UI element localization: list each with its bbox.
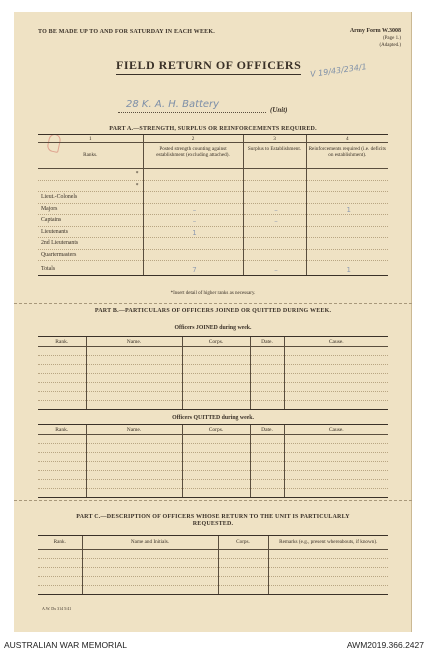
blank-cell <box>218 586 268 595</box>
blank-cell <box>218 550 268 559</box>
blank-cell <box>250 392 284 401</box>
blank-cell <box>38 435 86 444</box>
blank-cell <box>82 559 218 568</box>
blank-cell <box>250 453 284 462</box>
surplus-cell: – <box>243 203 306 215</box>
blank-cell <box>250 374 284 383</box>
blank-cell <box>250 383 284 392</box>
total-reinforcements: 1 <box>306 261 388 276</box>
blank-cell <box>82 550 218 559</box>
column-header: Date. <box>250 337 284 347</box>
joined-table <box>38 336 388 410</box>
handwritten-reference: V 19/43/234/1 <box>309 62 368 79</box>
form-status: (Adapted.) <box>379 43 401 48</box>
blank-cell <box>284 401 388 410</box>
footer-accession-number: AWM2019.366.2427 <box>346 640 424 650</box>
total-posted: 7 <box>143 261 243 276</box>
blank-cell <box>250 435 284 444</box>
blank-cell <box>182 480 250 489</box>
blank-cell <box>284 471 388 480</box>
blank-cell <box>250 462 284 471</box>
reinforcement-cell <box>306 180 388 192</box>
blank-cell <box>284 356 388 365</box>
blank-cell <box>218 559 268 568</box>
blank-cell <box>38 347 86 356</box>
form-page: (Page 1.) <box>382 36 401 41</box>
column-header: Rank. <box>38 536 82 550</box>
blank-cell <box>268 559 388 568</box>
blank-cell <box>38 586 82 595</box>
blank-cell <box>218 568 268 577</box>
blank-cell <box>250 347 284 356</box>
joined-title: Officers JOINED during week. <box>174 325 252 331</box>
posted-cell <box>143 169 243 181</box>
reinforcement-cell <box>306 169 388 181</box>
blank-cell <box>86 489 182 498</box>
posted-cell: – <box>143 215 243 227</box>
blank-cell <box>182 444 250 453</box>
quitted-table <box>38 424 388 498</box>
rank-label: Quartermasters <box>38 249 143 261</box>
blank-cell <box>38 356 86 365</box>
totals-label: Totals <box>38 261 143 276</box>
blank-cell <box>250 356 284 365</box>
blank-cell <box>38 401 86 410</box>
blank-cell <box>38 444 86 453</box>
posted-cell <box>143 238 243 250</box>
column-header: Rank. <box>38 337 86 347</box>
blank-cell <box>284 374 388 383</box>
blank-cell <box>250 471 284 480</box>
part-c-title <box>14 514 412 528</box>
column-header: Cause. <box>284 425 388 435</box>
reinforcement-cell <box>306 249 388 261</box>
blank-cell <box>86 462 182 471</box>
blank-cell <box>182 471 250 480</box>
blank-cell <box>38 559 82 568</box>
blank-cell <box>284 462 388 471</box>
blank-cell <box>284 435 388 444</box>
blank-cell <box>218 577 268 586</box>
blank-cell <box>284 489 388 498</box>
blank-cell <box>182 383 250 392</box>
rank-label: * <box>38 180 143 192</box>
blank-cell <box>268 550 388 559</box>
form-sheet <box>14 12 412 632</box>
blank-cell <box>250 489 284 498</box>
blank-cell <box>86 444 182 453</box>
blank-cell <box>250 480 284 489</box>
blank-cell <box>82 577 218 586</box>
column-header: Corps. <box>218 536 268 550</box>
part-a-title: PART A.—STRENGTH, SURPLUS OR REINFORCEMENTS REQUIRED. <box>109 126 317 132</box>
column-header: Rank. <box>38 425 86 435</box>
blank-cell <box>86 480 182 489</box>
reinforcement-cell <box>306 192 388 204</box>
blank-cell <box>38 392 86 401</box>
rank-label: * <box>38 169 143 181</box>
blank-cell <box>86 356 182 365</box>
blank-cell <box>38 471 86 480</box>
col-number: 4 <box>306 135 388 143</box>
blank-cell <box>284 347 388 356</box>
reinforcement-cell: 1 <box>306 203 388 215</box>
posted-cell: – <box>143 203 243 215</box>
total-surplus: – <box>243 261 306 276</box>
blank-cell <box>86 365 182 374</box>
surplus-cell <box>243 169 306 181</box>
surplus-cell <box>243 226 306 238</box>
blank-cell <box>86 392 182 401</box>
perforation-line <box>14 303 412 304</box>
blank-cell <box>38 577 82 586</box>
blank-cell <box>38 383 86 392</box>
blank-cell <box>38 462 86 471</box>
rank-label: Majors <box>38 203 143 215</box>
blank-cell <box>284 453 388 462</box>
posted-cell <box>143 192 243 204</box>
surplus-cell: – <box>243 215 306 227</box>
blank-cell <box>284 383 388 392</box>
blank-cell <box>86 347 182 356</box>
reinforcement-cell <box>306 215 388 227</box>
quitted-title: Officers QUITTED during week. <box>172 415 254 421</box>
blank-cell <box>38 453 86 462</box>
rank-label: 2nd Lieutenants <box>38 238 143 250</box>
blank-cell <box>86 471 182 480</box>
blank-cell <box>182 347 250 356</box>
footer-institution: AUSTRALIAN WAR MEMORIAL <box>4 640 127 650</box>
blank-cell <box>86 453 182 462</box>
column-header: Corps. <box>182 425 250 435</box>
part-a-table <box>38 134 388 276</box>
blank-cell <box>250 401 284 410</box>
rank-label: Captains <box>38 215 143 227</box>
column-header: Name. <box>86 337 182 347</box>
reinforcement-cell <box>306 226 388 238</box>
form-title: FIELD RETURN OF OFFICERS <box>116 58 301 75</box>
col-number: 2 <box>143 135 243 143</box>
unit-label: (Unit) <box>270 106 288 114</box>
column-header: Ranks. <box>38 143 143 169</box>
blank-cell <box>182 435 250 444</box>
column-header: Posted strength counting against establishment (excluding attached). <box>143 143 243 169</box>
surplus-cell <box>243 249 306 261</box>
posted-cell <box>143 180 243 192</box>
blank-cell <box>284 365 388 374</box>
form-number: Army Form W.3008 <box>349 28 401 34</box>
blank-cell <box>268 568 388 577</box>
unit-dotted-line <box>118 112 266 113</box>
part-c-table <box>38 535 388 595</box>
blank-cell <box>86 435 182 444</box>
blank-cell <box>38 568 82 577</box>
posted-cell: 1 <box>143 226 243 238</box>
blank-cell <box>250 365 284 374</box>
column-header: Cause. <box>284 337 388 347</box>
blank-cell <box>38 550 82 559</box>
surplus-cell <box>243 238 306 250</box>
blank-cell <box>182 462 250 471</box>
blank-cell <box>38 374 86 383</box>
blank-cell <box>182 489 250 498</box>
column-header: Corps. <box>182 337 250 347</box>
column-header: Name and Initials. <box>82 536 218 550</box>
surplus-cell <box>243 180 306 192</box>
form-number-block <box>350 28 401 49</box>
blank-cell <box>182 392 250 401</box>
ranks-footnote: *Insert detail of higher ranks as necessary. <box>170 291 256 296</box>
rank-label: Lieut.-Colonels <box>38 192 143 204</box>
part-b-title: PART B.—PARTICULARS OF OFFICERS JOINED OR QUITTED DURING WEEK. <box>94 308 332 314</box>
column-header: Remarks (e.g., present whereabouts, if known). <box>268 536 388 550</box>
blank-cell <box>182 401 250 410</box>
perforation-line <box>14 500 412 501</box>
reinforcement-cell <box>306 238 388 250</box>
blank-cell <box>38 489 86 498</box>
blank-cell <box>38 480 86 489</box>
col-number: 3 <box>243 135 306 143</box>
column-header: Surplus to Establishment. <box>243 143 306 169</box>
blank-cell <box>182 365 250 374</box>
part-c-title-line-1: PART C.—DESCRIPTION OF OFFICERS WHOSE RETURN TO THE UNIT IS PARTICULARLY <box>76 514 350 520</box>
blank-cell <box>284 392 388 401</box>
blank-cell <box>86 401 182 410</box>
blank-cell <box>38 365 86 374</box>
surplus-cell <box>243 192 306 204</box>
blank-cell <box>268 586 388 595</box>
blank-cell <box>250 444 284 453</box>
column-header: Reinforcements required (i.e. deficits on establishment). <box>306 143 388 169</box>
handwritten-unit-name: 28 K. A. H. Battery <box>126 99 220 110</box>
column-header: Name. <box>86 425 182 435</box>
col-number: 1 <box>38 135 143 143</box>
blank-cell <box>182 356 250 365</box>
blank-cell <box>182 374 250 383</box>
blank-cell <box>284 480 388 489</box>
blank-cell <box>284 444 388 453</box>
blank-cell <box>268 577 388 586</box>
printer-mark: A.W. Dx 314 5/41 <box>42 606 72 611</box>
part-c-title-line-2: REQUESTED. <box>192 521 234 527</box>
blank-cell <box>182 453 250 462</box>
rank-label: Lieutenants <box>38 226 143 238</box>
blank-cell <box>86 374 182 383</box>
blank-cell <box>86 383 182 392</box>
blank-cell <box>82 586 218 595</box>
header-instruction: TO BE MADE UP TO AND FOR SATURDAY IN EACH WEEK. <box>38 29 215 35</box>
blank-cell <box>82 568 218 577</box>
column-header: Date. <box>250 425 284 435</box>
posted-cell <box>143 249 243 261</box>
